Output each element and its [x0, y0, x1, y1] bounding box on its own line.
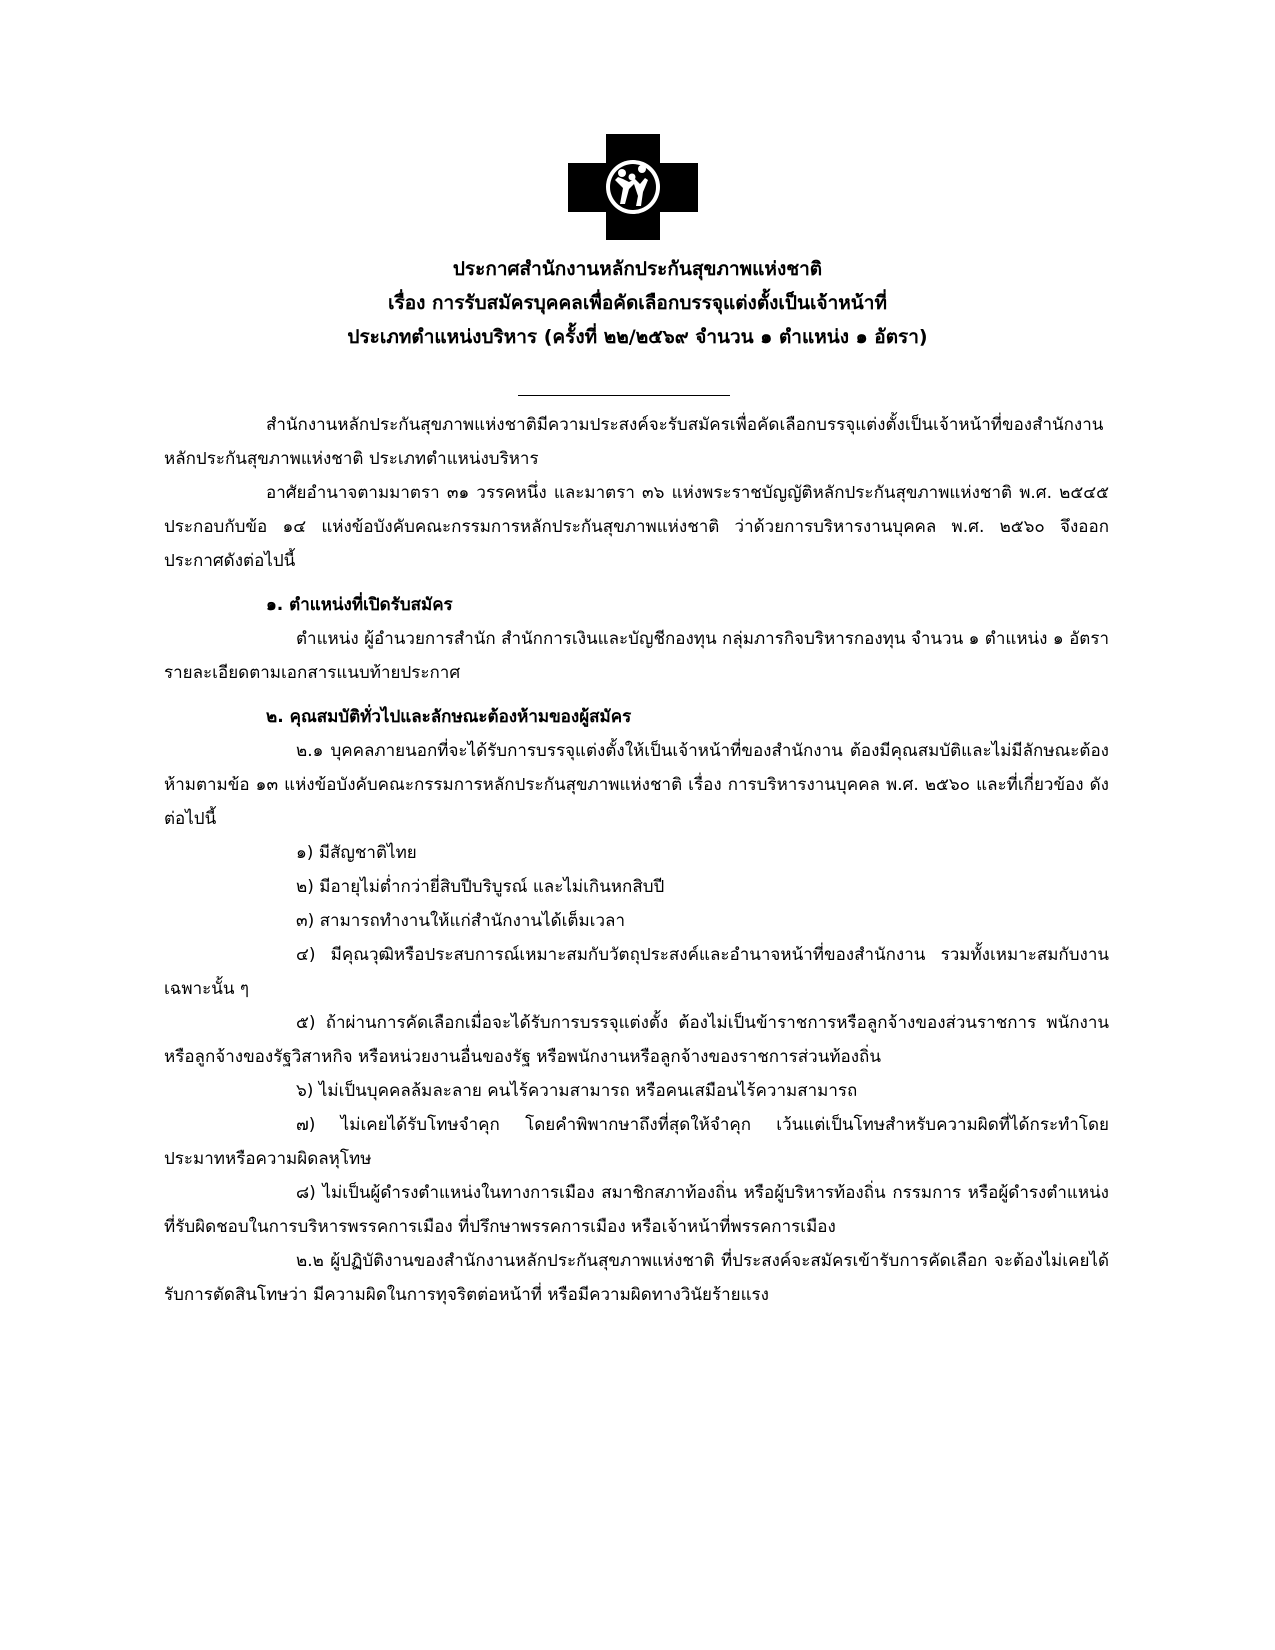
section-2 [164, 700, 1109, 1312]
section-2-2-paragraph: ๒.๒ ผู้ปฏิบัติงานของสำนักงานหลักประกันสุขภาพแห่งชาติ ที่ประสงค์จะสมัครเข้ารับการคัดเลือก จะต้องไม่เคยได้รับการตัดสินโทษว่า มีความผิดในการทุจริตต่อหน้าที่ หรือมีความผิดทางวินัยร้ายแรง [164, 1251, 1109, 1305]
qualification-item: ๘) ไม่เป็นผู้ดำรงตำแหน่งในทางการเมือง สมาชิกสภาท้องถิ่น หรือผู้บริหารท้องถิ่น กรรมการ หรือผู้ดำรงตำแหน่งที่รับผิดชอบในการบริหารพรรคการเมือง ที่ปรึกษาพรรคการเมือง หรือเจ้าหน้าที่พรรคการเมือง [164, 1183, 1109, 1237]
title-line-1: ประกาศสำนักงานหลักประกันสุขภาพแห่งชาติ [452, 258, 823, 280]
qualification-item: ๓) สามารถทำงานให้แก่สำนักงานได้เต็มเวลา [296, 911, 626, 931]
qualification-item: ๖) ไม่เป็นบุคคลล้มละลาย คนไร้ความสามารถ หรือคนเสมือนไร้ความสามารถ [296, 1081, 858, 1101]
section-1-heading: ๑. ตำแหน่งที่เปิดรับสมัคร [266, 595, 453, 615]
section-1 [164, 588, 1109, 690]
qualification-item: ๕) ถ้าผ่านการคัดเลือกเมื่อจะได้รับการบรรจุแต่งตั้ง ต้องไม่เป็นข้าราชการหรือลูกจ้างของส่วนราชการ พนักงานหรือลูกจ้างของรัฐวิสาหกิจ หรือหน่วยงานอื่นของรัฐ หรือพนักงานหรือลูกจ้างของราชการส่วนท้องถิ่น [164, 1013, 1109, 1067]
qualification-item: ๒) มีอายุไม่ต่ำกว่ายี่สิบปีบริบูรณ์ และไม่เกินหกสิบปี [296, 877, 665, 897]
title-line-2: เรื่อง การรับสมัครบุคคลเพื่อคัดเลือกบรรจุแต่งตั้งเป็นเจ้าหน้าที่ [388, 292, 887, 314]
title-line-3: ประเภทตำแหน่งบริหาร (ครั้งที่ ๒๒/๒๕๖๙ จำนวน ๑ ตำแหน่ง ๑ อัตรา) [347, 326, 928, 348]
section-2-1-paragraph: ๒.๑ บุคคลภายนอกที่จะได้รับการบรรจุแต่งตั้งให้เป็นเจ้าหน้าที่ของสำนักงาน ต้องมีคุณสมบัติและไม่มีลักษณะต้องห้ามตามข้อ ๑๓ แห่งข้อบังคับคณะกรรมการหลักประกันสุขภาพแห่งชาติ เรื่อง การบริหารงานบุคคล พ.ศ. ๒๕๖๐ และที่เกี่ยวข้อง ดังต่อไปนี้ [164, 741, 1109, 829]
intro-paragraph-2: อาศัยอำนาจตามมาตรา ๓๑ วรรคหนึ่ง และมาตรา ๓๖ แห่งพระราชบัญญัติหลักประกันสุขภาพแห่งชาติ พ.ศ. ๒๕๔๕ ประกอบกับข้อ ๑๔ แห่งข้อบังคับคณะกรรมการหลักประกันสุขภาพแห่งชาติ ว่าด้วยการบริหารงานบุคคล พ.ศ. ๒๕๖๐ จึงออกประกาศดังต่อไปนี้ [164, 483, 1109, 571]
intro-paragraph-1: สำนักงานหลักประกันสุขภาพแห่งชาติมีความประสงค์จะรับสมัครเพื่อคัดเลือกบรรจุแต่งตั้งเป็นเจ้าหน้าที่ของสำนักงานหลักประกันสุขภาพแห่งชาติ ประเภทตำแหน่งบริหาร [164, 415, 1104, 469]
qualification-item: ๑) มีสัญชาติไทย [296, 843, 417, 863]
section-1-body: ตำแหน่ง ผู้อำนวยการสำนัก สำนักการเงินและบัญชีกองทุน กลุ่มภารกิจบริหารกองทุน จำนวน ๑ ตำแหน่ง ๑ อัตรา รายละเอียดตามเอกสารแนบท้ายประกาศ [164, 629, 1110, 683]
title-divider [518, 395, 730, 396]
qualification-item: ๗) ไม่เคยได้รับโทษจำคุก โดยคำพิพากษาถึงที่สุดให้จำคุก เว้นแต่เป็นโทษสำหรับความผิดที่ได้กระทำโดยประมาทหรือความผิดลหุโทษ [164, 1115, 1109, 1169]
section-2-heading: ๒. คุณสมบัติทั่วไปและลักษณะต้องห้ามของผู้สมัคร [266, 707, 632, 727]
qualification-item: ๔) มีคุณวุฒิหรือประสบการณ์เหมาะสมกับวัตถุประสงค์และอำนาจหน้าที่ของสำนักงาน รวมทั้งเหมาะสมกับงานเฉพาะนั้น ๆ [164, 945, 1109, 999]
nhso-logo-icon [568, 134, 698, 240]
document-body [164, 408, 1109, 578]
